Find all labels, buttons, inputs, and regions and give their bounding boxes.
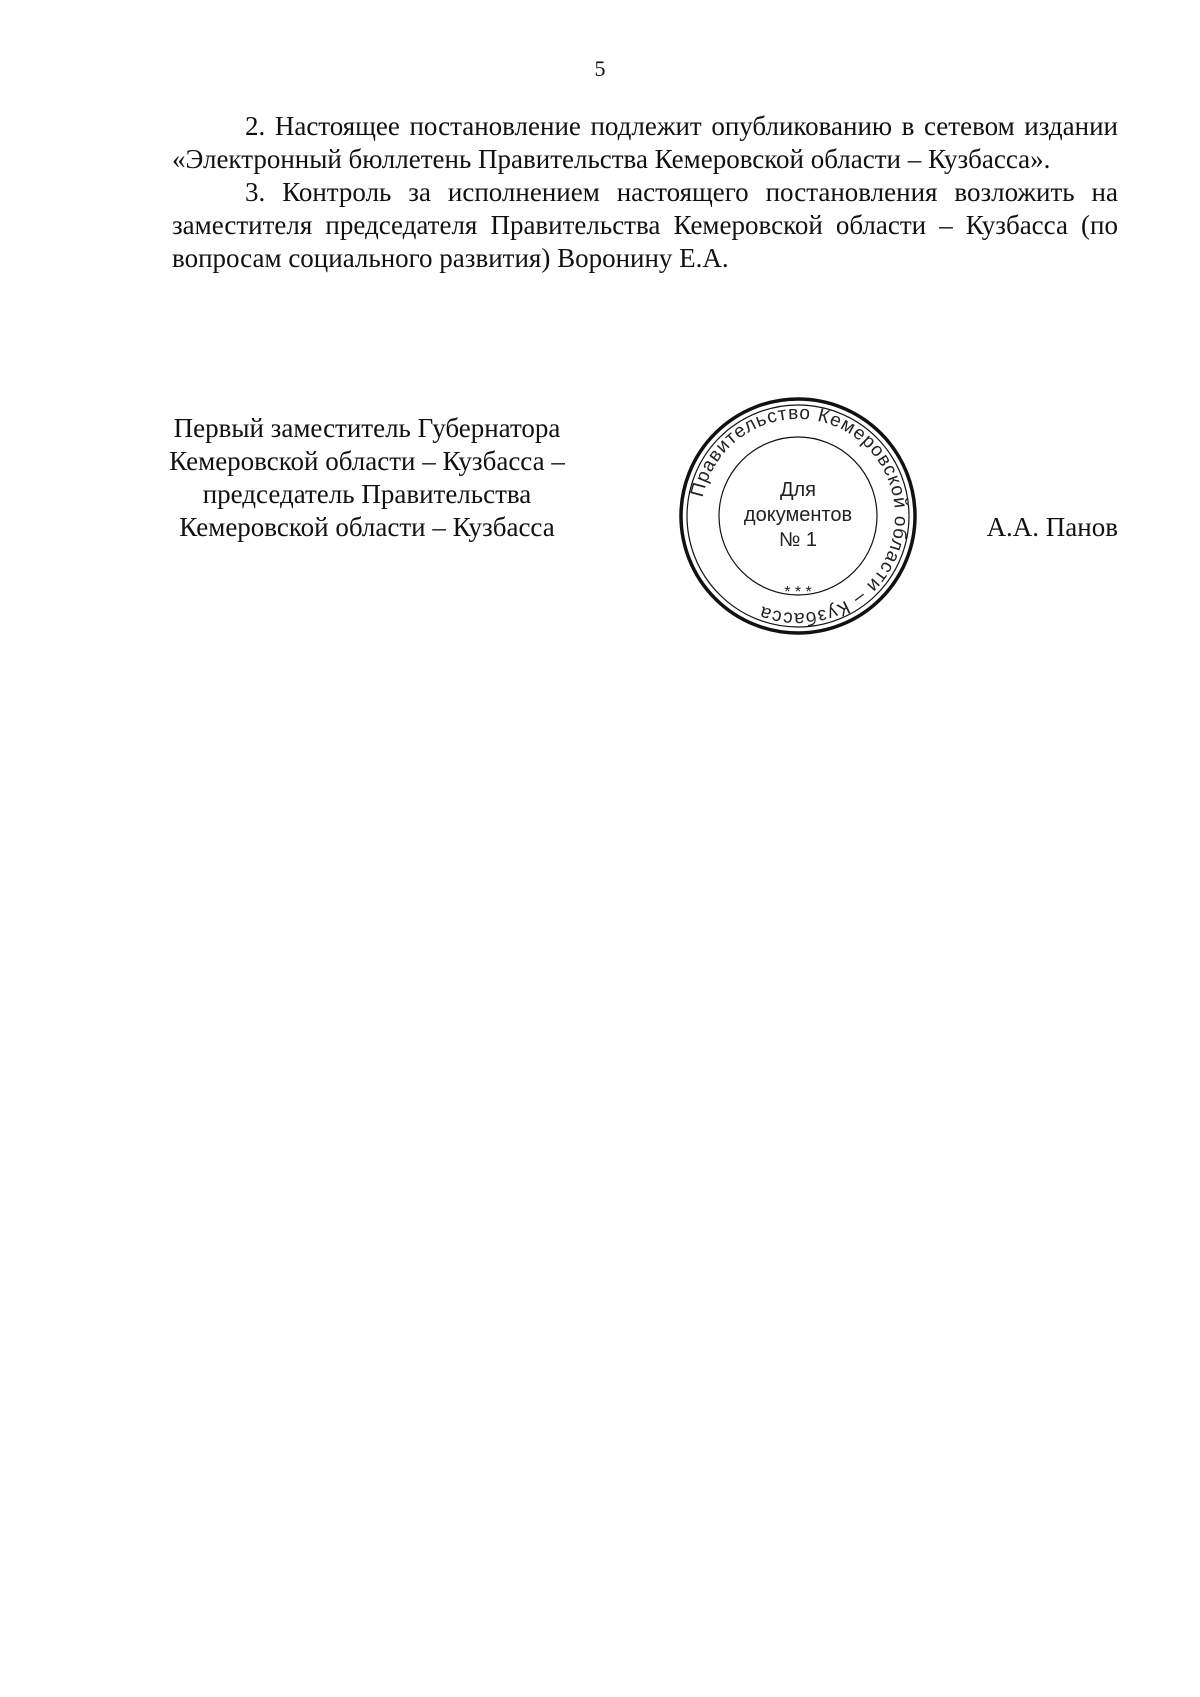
signatory-title-line: Кемеровской области – Кузбасса (179, 512, 555, 542)
signer-name: А.А. Панов (986, 512, 1118, 542)
page-number: 5 (594, 56, 606, 81)
stamp-stars: * * * (784, 584, 812, 601)
paragraph-control: 3. Контроль за исполнением настоящего постановления возложить на заместителя председателя Правительства Кемеровской области – Кузбасса (по вопросам социального развития) Воронину Е.А. (172, 177, 1118, 273)
signatory-title (152, 412, 582, 544)
official-stamp (678, 396, 918, 636)
stamp-center-line: документов (743, 504, 853, 526)
document-body (172, 110, 1118, 275)
signatory-title-line: председатель Правительства (202, 479, 532, 509)
signatory-title-line: Первый заместитель Губернатора (173, 413, 561, 443)
stamp-ring-text: Правительство Кемеровской области – Кузбасса (686, 402, 912, 630)
stamp-center-line: № 1 (778, 529, 818, 551)
paragraph-publication: 2. Настоящее постановление подлежит опубликованию в сетевом издании «Электронный бюллетень Правительства Кемеровской области – Кузбасса». (172, 111, 1118, 174)
stamp-center-line: Для (779, 479, 817, 501)
signatory-title-line: Кемеровской области – Кузбасса – (169, 446, 565, 476)
